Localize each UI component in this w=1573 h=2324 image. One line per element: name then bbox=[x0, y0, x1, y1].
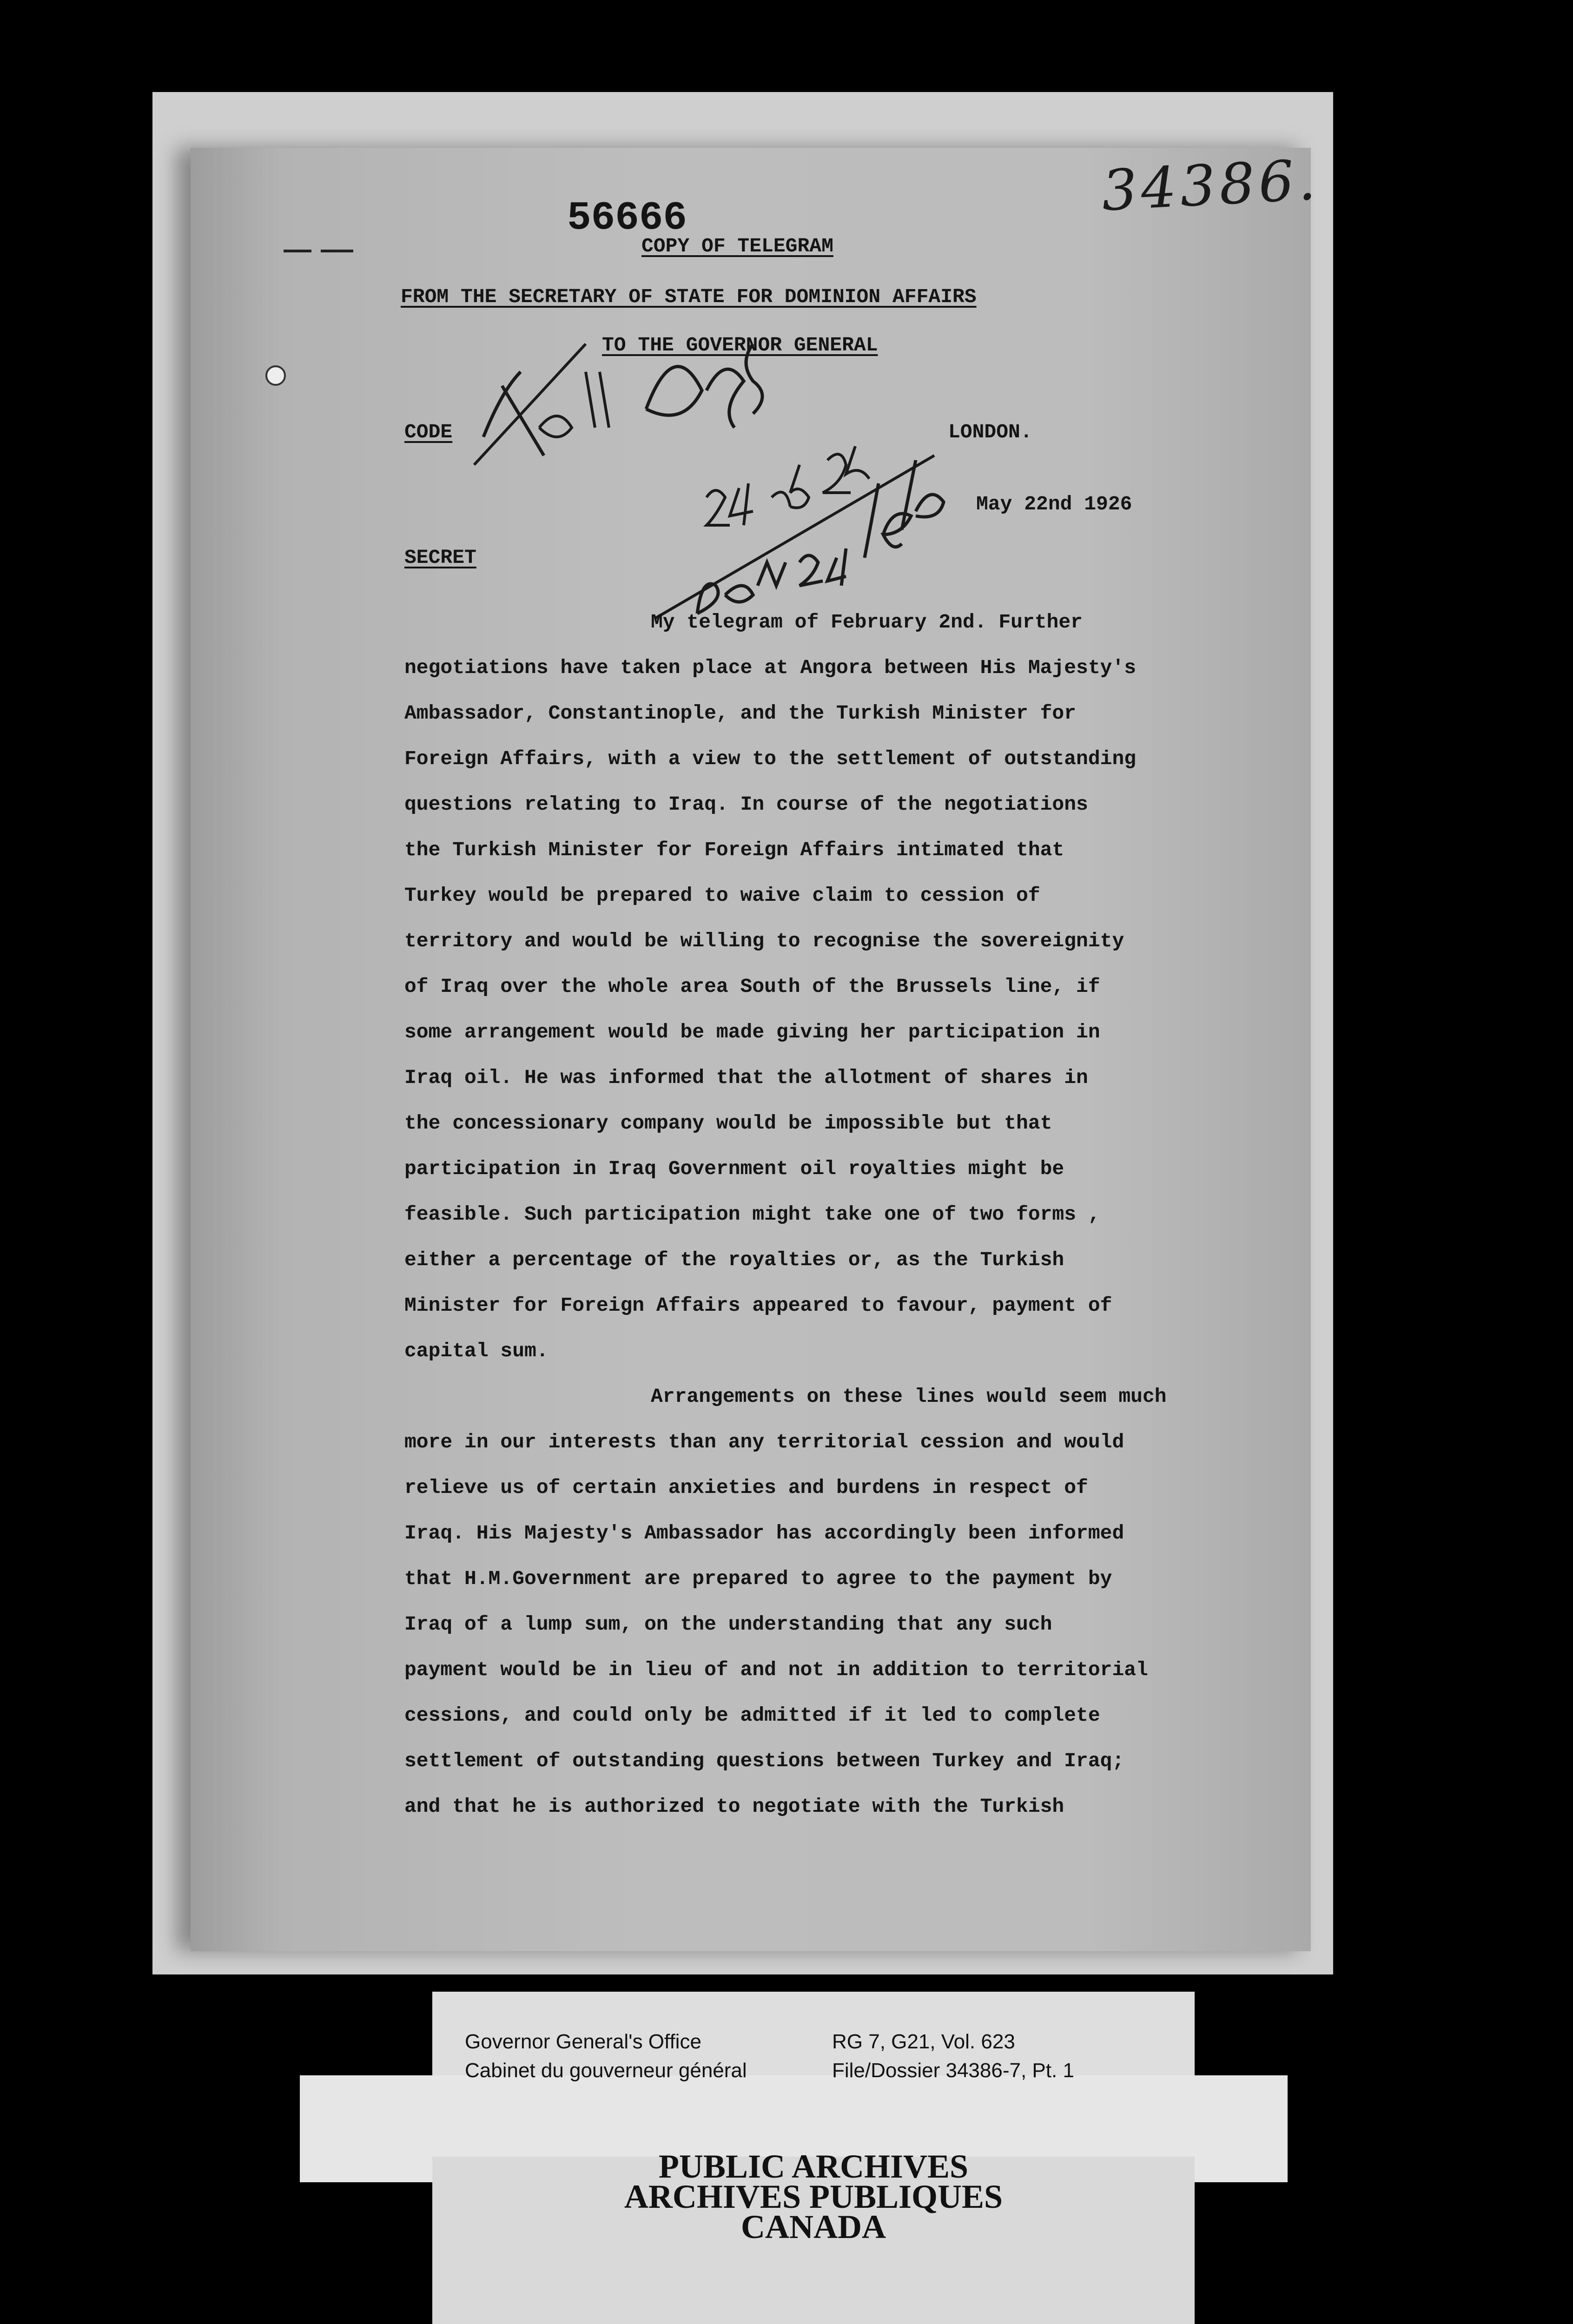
handwritten-file-number: 34386. bbox=[1100, 147, 1321, 224]
office-name-fr: Cabinet du gouverneur général bbox=[465, 2059, 747, 2082]
handwritten-initials-signature bbox=[446, 316, 958, 641]
body-line: payment would be in lieu of and not in addition to territorial bbox=[404, 1658, 1148, 1681]
telegram-body bbox=[404, 600, 1297, 1829]
body-line: Iraq. His Majesty's Ambassador has accordingly been informed bbox=[404, 1522, 1124, 1545]
body-line: Minister for Foreign Affairs appeared to favour, payment of bbox=[404, 1294, 1112, 1317]
date: May 22nd 1926 bbox=[976, 493, 1132, 515]
body-line: My telegram of February 2nd. Further bbox=[651, 611, 1083, 634]
body-line: and that he is authorized to negotiate with the Turkish bbox=[404, 1795, 1064, 1818]
record-group-reference: RG 7, G21, Vol. 623 bbox=[832, 2030, 1015, 2053]
body-line: negotiations have taken place at Angora between His Majesty's bbox=[404, 656, 1137, 679]
body-line: territory and would be willing to recognise the sovereignity bbox=[404, 930, 1124, 952]
body-line: capital sum. bbox=[404, 1340, 549, 1362]
archives-stamp-line3: CANADA bbox=[741, 2208, 886, 2245]
body-line: of Iraq over the whole area South of the Brussels line, if bbox=[404, 975, 1100, 998]
code-label: CODE bbox=[404, 421, 453, 443]
body-line: questions relating to Iraq. In course of the negotiations bbox=[404, 793, 1088, 816]
header-from: FROM THE SECRETARY OF STATE FOR DOMINION AFFAIRS bbox=[401, 285, 977, 308]
body-line: the concessionary company would be impossible but that bbox=[404, 1112, 1052, 1135]
archives-stamp-line2: ARCHIVES PUBLIQUES bbox=[624, 2178, 1003, 2215]
archives-stamp-line1: PUBLIC ARCHIVES bbox=[658, 2148, 969, 2185]
body-line: participation in Iraq Government oil royalties might be bbox=[404, 1157, 1064, 1180]
header-to: TO THE GOVERNOR GENERAL bbox=[602, 334, 878, 357]
body-line: Arrangements on these lines would seem much bbox=[651, 1385, 1167, 1408]
file-number: 56666 bbox=[567, 195, 687, 241]
body-line: the Turkish Minister for Foreign Affairs intimated that bbox=[404, 838, 1064, 861]
header-title: COPY OF TELEGRAM bbox=[641, 235, 833, 257]
body-line: Iraq oil. He was informed that the allotment of shares in bbox=[404, 1066, 1088, 1089]
body-line: Foreign Affairs, with a view to the settlement of outstanding bbox=[404, 747, 1137, 770]
file-reference: File/Dossier 34386-7, Pt. 1 bbox=[832, 2059, 1074, 2082]
body-line: that H.M.Government are prepared to agree to the payment by bbox=[404, 1567, 1112, 1590]
punch-hole-icon bbox=[265, 365, 286, 386]
body-line: Iraq of a lump sum, on the understanding that any such bbox=[404, 1613, 1052, 1636]
body-line: feasible. Such participation might take one of two forms , bbox=[404, 1203, 1100, 1226]
classification: SECRET bbox=[404, 546, 476, 569]
place: LONDON. bbox=[948, 421, 1032, 443]
body-line: relieve us of certain anxieties and burdens in respect of bbox=[404, 1476, 1088, 1499]
body-line: either a percentage of the royalties or, as the Turkish bbox=[404, 1248, 1064, 1271]
body-line: Turkey would be prepared to waive claim to cession of bbox=[404, 884, 1040, 907]
office-name-en: Governor General's Office bbox=[465, 2030, 701, 2053]
body-line: settlement of outstanding questions between Turkey and Iraq; bbox=[404, 1750, 1124, 1772]
body-line: some arrangement would be made giving her participation in bbox=[404, 1021, 1100, 1043]
body-line: more in our interests than any territorial cession and would bbox=[404, 1431, 1124, 1453]
body-line: Ambassador, Constantinople, and the Turkish Minister for bbox=[404, 702, 1077, 725]
body-line: cessions, and could only be admitted if it led to complete bbox=[404, 1704, 1100, 1727]
margin-dash-mark bbox=[284, 244, 353, 258]
